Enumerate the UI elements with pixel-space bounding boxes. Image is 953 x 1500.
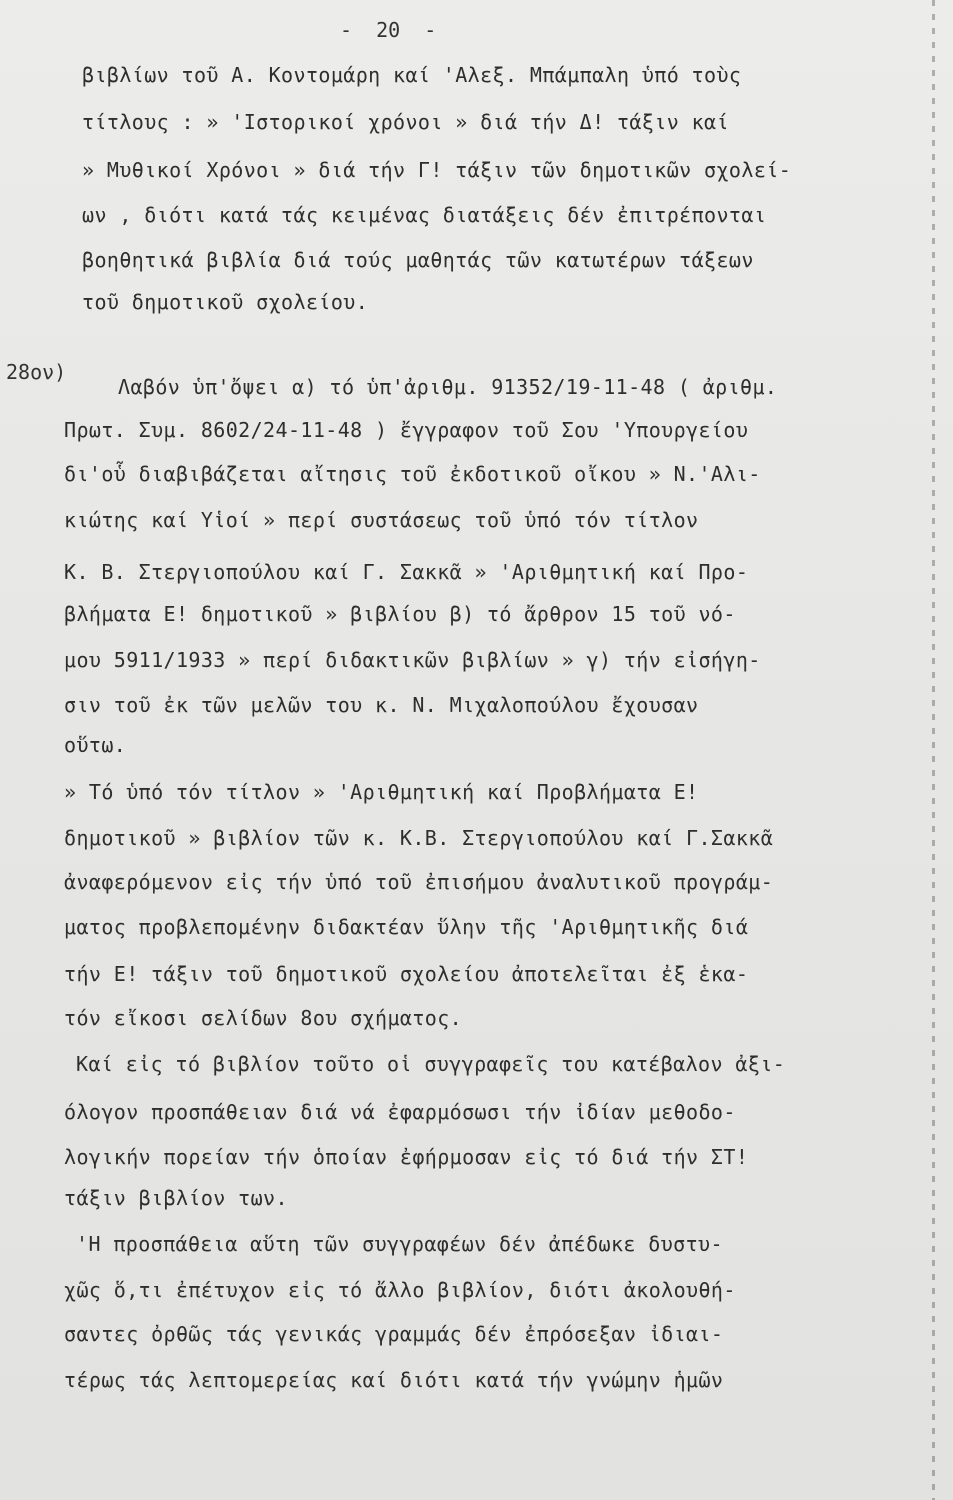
text-line-23: όλογον προσπάθειαν διά νά ἐφαρμόσωσι τήν ἰδίαν μεθοδο- <box>64 1100 736 1124</box>
text-line-4: ων , διότι κατά τάς κειμένας διατάξεις δέν ἐπιτρέπονται <box>82 203 767 227</box>
text-line-16: » Τό ὑπό τόν τίτλον » 'Αριθμητική καί Προβλήματα Ε! <box>64 780 699 804</box>
text-line-14: σιν τοῦ ἐκ τῶν μελῶν του κ. Ν. Μιχαλοπούλου ἔχουσαν <box>64 693 699 717</box>
text-line-9: δι'οὗ διαβιβάζεται αἴτησις τοῦ ἐκδοτικοῦ οἴκου » Ν.'Αλι- <box>64 462 761 486</box>
text-line-29: τέρως τάς λεπτομερείας καί διότι κατά τήν γνώμην ἡμῶν <box>64 1368 724 1392</box>
text-line-12: βλήματα Ε! δημοτικοῦ » βιβλίου β) τό ἄρθρον 15 τοῦ νό- <box>64 602 736 626</box>
text-line-7: Λαβόν ὑπ'ὄψει α) τό ὑπ'ἀριθμ. 91352/19-11-48 ( ἀριθμ. <box>118 375 778 399</box>
text-line-28: σαντες ὀρθῶς τάς γενικάς γραμμάς δέν ἐπρόσεξαν ἰδιαι- <box>64 1322 724 1346</box>
text-line-3: » Μυθικοί Χρόνοι » διά τήν Γ! τάξιν τῶν δημοτικῶν σχολεί- <box>82 158 792 182</box>
text-line-21: τόν εἴκοσι σελίδων 8ου σχήματος. <box>64 1006 463 1030</box>
page-edge-mark <box>932 0 935 1500</box>
text-line-6: τοῦ δημοτικοῦ σχολείου. <box>82 290 369 314</box>
text-line-19: ματος προβλεπομένην διδακτέαν ὕλην τῆς 'Αριθμητικῆς διά <box>64 915 749 939</box>
text-line-20: τήν Ε! τάξιν τοῦ δημοτικοῦ σχολείου ἀποτελεῖται ἐξ ἑκα- <box>64 962 749 986</box>
text-line-26: 'Η προσπάθεια αὕτη τῶν συγγραφέων δέν ἀπέδωκε δυστυ- <box>76 1232 723 1256</box>
text-line-15: οὕτω. <box>64 733 127 757</box>
text-line-10: κιώτης καί Υἱοί » περί συστάσεως τοῦ ὑπό τόν τίτλον <box>64 508 699 532</box>
text-line-18: ἀναφερόμενον εἰς τήν ὑπό τοῦ ἐπισήμου ἀναλυτικοῦ προγράμ- <box>64 870 774 894</box>
page-number: - 20 - <box>340 18 437 42</box>
text-line-8: Πρωτ. Συμ. 8602/24-11-48 ) ἔγγραφον τοῦ Σου 'Υπουργείου <box>64 418 749 442</box>
text-line-2: τίτλους : » 'Ιστορικοί χρόνοι » διά τήν Δ! τάξιν καί <box>82 110 729 134</box>
text-line-5: βοηθητικά βιβλία διά τούς μαθητάς τῶν κατωτέρων τάξεων <box>82 248 754 272</box>
text-line-25: τάξιν βιβλίον των. <box>64 1186 288 1210</box>
text-line-17: δημοτικοῦ » βιβλίον τῶν κ. Κ.Β. Στεργιοπούλου καί Γ.Σακκᾶ <box>64 826 774 850</box>
margin-note: 28ον) <box>6 360 67 384</box>
text-line-1: βιβλίων τοῦ Α. Κοντομάρη καί 'Αλεξ. Μπάμπαλη ὑπό τοὺς <box>82 63 742 87</box>
text-line-13: μου 5911/1933 » περί διδακτικῶν βιβλίων » γ) τήν εἰσήγη- <box>64 648 761 672</box>
text-line-27: χῶς ὅ,τι ἐπέτυχον εἰς τό ἄλλο βιβλίον, διότι ἀκολουθή- <box>64 1278 736 1302</box>
text-line-22: Καί εἰς τό βιβλίον τοῦτο οἱ συγγραφεῖς του κατέβαλον ἀξι- <box>76 1052 786 1076</box>
text-line-11: Κ. Β. Στεργιοπούλου καί Γ. Σακκᾶ » 'Αριθμητική καί Προ- <box>64 560 749 584</box>
text-line-24: λογικήν πορείαν τήν ὁποίαν ἐφήρμοσαν εἰς τό διά τήν ΣΤ! <box>64 1145 749 1169</box>
